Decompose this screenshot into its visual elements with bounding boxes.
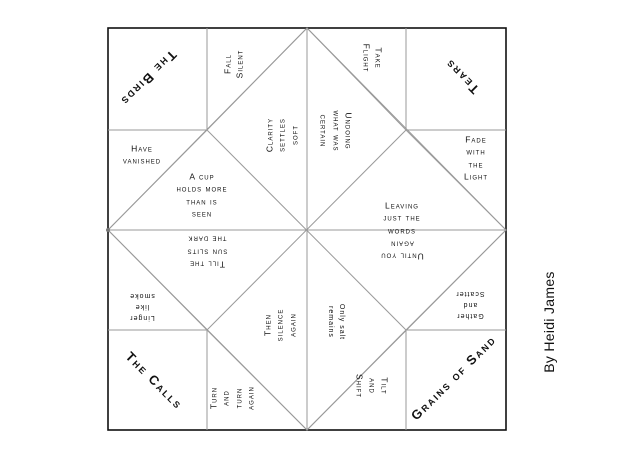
fortune-silence: Then silence again	[262, 308, 298, 342]
fortune-leaving: Leaving just the words	[383, 200, 421, 236]
tab-bl	[207, 330, 307, 430]
flap-take-flight: Take Flight	[361, 43, 384, 73]
flap-fall-silent: Fall Silent	[222, 49, 245, 79]
corner-bottom-left-label: The Calls	[122, 348, 187, 413]
fortune-until: Until you again	[380, 239, 424, 262]
flap-edge-tr	[406, 130, 506, 230]
flap-tilt-and-shift: Tilt and Shift	[354, 374, 390, 398]
fortune-cup: A cup holds more than is seen	[176, 171, 228, 219]
corner-top-left-label: The Birds	[117, 47, 180, 110]
flap-gather-and-scatter: Gather and Scatter	[455, 289, 485, 319]
fortune-salt: Only salt remains	[327, 303, 346, 341]
flap-linger-like-smoke: Linger like smoke	[129, 291, 155, 321]
corner-bottom-right-label: Grains of Sand	[407, 331, 500, 424]
tab-tl	[207, 28, 307, 130]
flap-have-vanished: Have vanished	[122, 143, 162, 166]
flap-fade-with-the-light: Fade with the Light	[463, 134, 489, 182]
fold-point	[106, 228, 110, 232]
author-credit: By Heidi James	[541, 271, 557, 373]
fortune-till: Till the sun slits the dark	[186, 234, 228, 270]
fortune-undoing: Undoing what was certain	[318, 110, 354, 152]
fortune-clarity: Clarity settles soft	[264, 117, 300, 153]
corner-top-right-label: Tears	[441, 55, 483, 97]
flap-turn-and-turn-again: Turn and turn again	[208, 386, 256, 410]
